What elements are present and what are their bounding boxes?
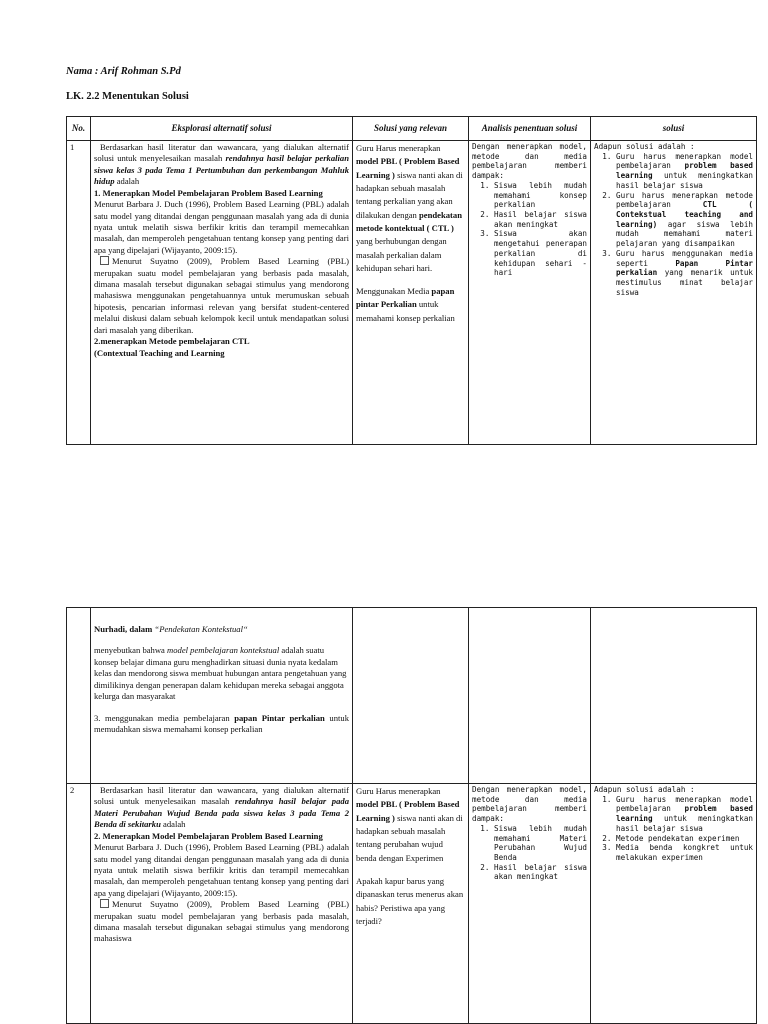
empty-cell (469, 608, 591, 784)
eks-problem: rendahnya hasil belajar perkalian siswa kelas 3 pada Tema 1 Pertumbuhan dan perkembangan Mahluk hidup (94, 153, 349, 187)
ana-intro: Dengan menerapkan model, metode dan media pembelajaran memberi dampak: (472, 785, 587, 824)
s1-text: Guru harus menerapkan model pembelajaran (616, 151, 753, 171)
ana-item: 2. Hasil belajar siswa akan meningkat (494, 863, 587, 882)
worksheet-title: LK. 2.2 Menentukan Solusi (66, 91, 189, 102)
s2-text: Guru harus menerapkan metode pembelajaran (616, 190, 753, 210)
sol-question: Apakah kapur barus yang dipanaskan terus menerus akan habis? Peristiwa apa yang terjadi? (356, 875, 464, 926)
sol-text-1: Guru Harus menerapkan (356, 143, 441, 153)
s1-tail: untuk meningkatkan hasil belajar siswa (616, 171, 754, 190)
cont-text-2: adalah suatu konsep belajar dimana guru menghadirkan situasi dunia nyata kedalam kelas dan mendorong siswa membuat hubungan antara pengetahuan yang dimilikinya dengan penerapan dalam kehidupan mereka sebagai anggota kelurga dan masyarakat (94, 645, 347, 702)
s1-text: Guru harus menerapkan model pembelajaran (616, 794, 753, 814)
eks-problem: rendahnya hasil belajar pada Materi Perubahan Wujud Benda pada siswa kelas 3 pada Tema 2 Benda di sekitarku (94, 796, 349, 830)
s1-tail: untuk meningkatkan hasil belajar siswa (616, 814, 754, 833)
eksplorasi-cell-cont (91, 608, 353, 784)
author-name: Nama : Arif Rohman S.Pd (66, 66, 181, 77)
ana-item: 3. Siswa akan mengetahui penerapan perkalian di kehidupan sehari -hari (494, 229, 587, 278)
sol-text-1: Guru Harus menerapkan (356, 786, 441, 796)
s-item-2 (616, 191, 753, 249)
s3-tail: yang menarik untuk mestimulus minat belajar siswa (616, 268, 753, 297)
s3-bold: Papan Pintar perkalian (616, 258, 753, 278)
s-item-1 (616, 152, 753, 191)
sol-text-2: siswa nanti akan di hadapkan sebuah masalah tentang perkalian yang akan dilakukan dengan (356, 169, 463, 220)
solusi-cell (591, 784, 757, 1024)
cont-bold: papan Pintar perkalian (234, 712, 325, 723)
s-item-1 (616, 795, 753, 834)
empty-cell (591, 608, 757, 784)
row-number: 1 (67, 141, 91, 445)
row-number: 2 (67, 784, 91, 1024)
eks-adalah: adalah (116, 176, 140, 187)
eksplorasi-cell (91, 784, 353, 1024)
empty-cell (353, 608, 469, 784)
header-no: No. (67, 117, 91, 141)
sol-bold-3: papan pintar Perkalian (356, 286, 455, 310)
eks-intro: Berdasarkan hasil literatur dan wawancara, yang dialukan alternatif solusi untuk menyelesaikan masalah (94, 142, 349, 164)
cont-text-1: menyebutkan bahwa (94, 645, 165, 656)
eks-heading-1: 2. Menerapkan Model Pembelajaran Problem Based Learning (94, 830, 323, 841)
eksplorasi-cell (91, 141, 353, 445)
ana-item: 2. Hasil belajar siswa akan meningkat (494, 210, 587, 229)
table-row (67, 784, 757, 1024)
table-row (67, 141, 757, 445)
sol-bold-2: pendekatan metode kontektual ( CTL ) (356, 209, 462, 233)
s-item-3 (616, 249, 753, 298)
eks-heading-2a: 2.menerapkan Metode pembelajaran CTL (94, 336, 250, 347)
analisis-cell (469, 141, 591, 445)
solusi-relevan-cell (353, 784, 469, 1024)
s1-bold: problem based learning (616, 161, 754, 181)
nurhadi-author: Nurhadi, dalam (94, 624, 153, 634)
s2-tail: agar siswa lebih mudah memahami materi pelajaran yang disampaikan (616, 219, 753, 249)
eks-heading-2b: (Contextual Teaching and Learning (94, 347, 225, 358)
header-solusi-relevan: Solusi yang relevan (353, 117, 469, 141)
s2-bold: CTL ( Contekstual teaching and learning) (616, 200, 753, 229)
eks-para-1: Menurut Barbara J. Duch (1996), Problem Based Learning (PBL) adalah satu model yang ditandai dengan penggunaan masalah yang ada di dunia nyata untuk melatih siswa berfikir kritis dan terampil memecahkan masalah, dan memperoleh pengetahuan tentang konsep yang penting dari apa yang dipelajari (Wijayanto, 2009:15). (94, 199, 349, 255)
checkbox-icon (100, 256, 109, 265)
s-item-3: 3. Media benda kongkret untuk melakukan experimen (616, 843, 753, 862)
eks-heading-1: 1. Menerapkan Model Pembelajaran Problem Based Learning (94, 187, 323, 198)
solusi-relevan-cell (353, 141, 469, 445)
header-analisis: Analisis penentuan solusi (469, 117, 591, 141)
analisis-cell (469, 784, 591, 1024)
table-header-row (67, 117, 757, 141)
row-number (67, 608, 91, 784)
ana-item: 1. Siswa lebih mudah memahami konsep perkalian (494, 181, 587, 210)
solusi-cell (591, 141, 757, 445)
eks-para-2: Menurut Suyatno (2009), Problem Based Learning (PBL) merupakan suatu model pembelajaran yang berbasis pada masalah, dimana masalah tersebut digunakan sebagai stimulus yang mendorong mahasiswa (94, 899, 349, 944)
cont-text-3: 3. menggunakan media pembelajaran (94, 712, 230, 723)
solution-table-page2 (66, 607, 757, 1024)
eks-para-2: Menurut Suyatno (2009), Problem Based Learning (PBL) merupakan suatu model pembelajaran yang berbasis pada masalah, dimana masalah tersebut digunakan sebagai stimulus yang mendorong mahasiswa menggunakan pengetahuannya untuk merumuskan sebuah hipotesis, pencarian informasi relevan yang bersifat student-centered melalui diskusi dalam sebuah kelompok kecil untuk mendapatkan solusi dari masalah yang diberikan. (94, 256, 349, 335)
solution-table-page1 (66, 116, 757, 445)
s1-bold: problem based learning (616, 804, 754, 824)
header-eksplorasi: Eksplorasi alternatif solusi (91, 117, 353, 141)
s3-text: Guru harus menggunakan media seperti (616, 248, 753, 268)
cont-text-4: untuk memudahkan siswa memahami konsep perkalian (94, 712, 349, 734)
checkbox-icon (100, 899, 109, 908)
cont-italic: model pembelajaran kontekstual (167, 645, 280, 656)
eks-para-1: Menurut Barbara J. Duch (1996), Problem Based Learning (PBL) adalah satu model yang ditandai dengan penggunaan masalah yang ada di dunia nyata untuk melatih siswa berfikir kritis dan terampil memecahkan masalah, dan memperoleh pengetahuan tentang konsep yang penting dari apa yang dipelajari (Wijayanto, 2009:15). (94, 842, 349, 898)
header-solusi: solusi (591, 117, 757, 141)
eks-intro: Berdasarkan hasil literatur dan wawancara, yang dialukan alternatif solusi untuk menyelesaikan masalah (94, 785, 349, 807)
sol-bold-1: model PBL ( Problem Based Learning ) (356, 156, 460, 180)
sol-text-4: Menggunakan Media (356, 286, 430, 297)
ana-item: 1. Siswa lebih mudah memahami Materi Perubahan Wujud Benda (494, 824, 587, 863)
eks-adalah: adalah (163, 819, 186, 830)
s-intro: Adapun solusi adalah : (594, 785, 695, 794)
table-row (67, 608, 757, 784)
nurhadi-quote: “Pendekatan Kontekstual“ (154, 624, 248, 634)
sol-text-5: untuk memahami konsep perkalian (356, 299, 455, 323)
sol-text-2: siswa nanti akan di hadapkan sebuah masalah tentang perubahan wujud benda dengan Experimen (356, 812, 463, 863)
s-item-2: 2. Metode pendekatan experimen (616, 834, 753, 844)
sol-bold-1: model PBL ( Problem Based Learning ) (356, 799, 460, 823)
ana-intro: Dengan menerapkan model, metode dan media pembelajaran memberi dampak: (472, 142, 587, 181)
sol-text-3: yang berhubungan dengan masalah perkalian dalam kehidupan sehari hari. (356, 236, 447, 273)
s-intro: Adapun solusi adalah : (594, 142, 695, 151)
